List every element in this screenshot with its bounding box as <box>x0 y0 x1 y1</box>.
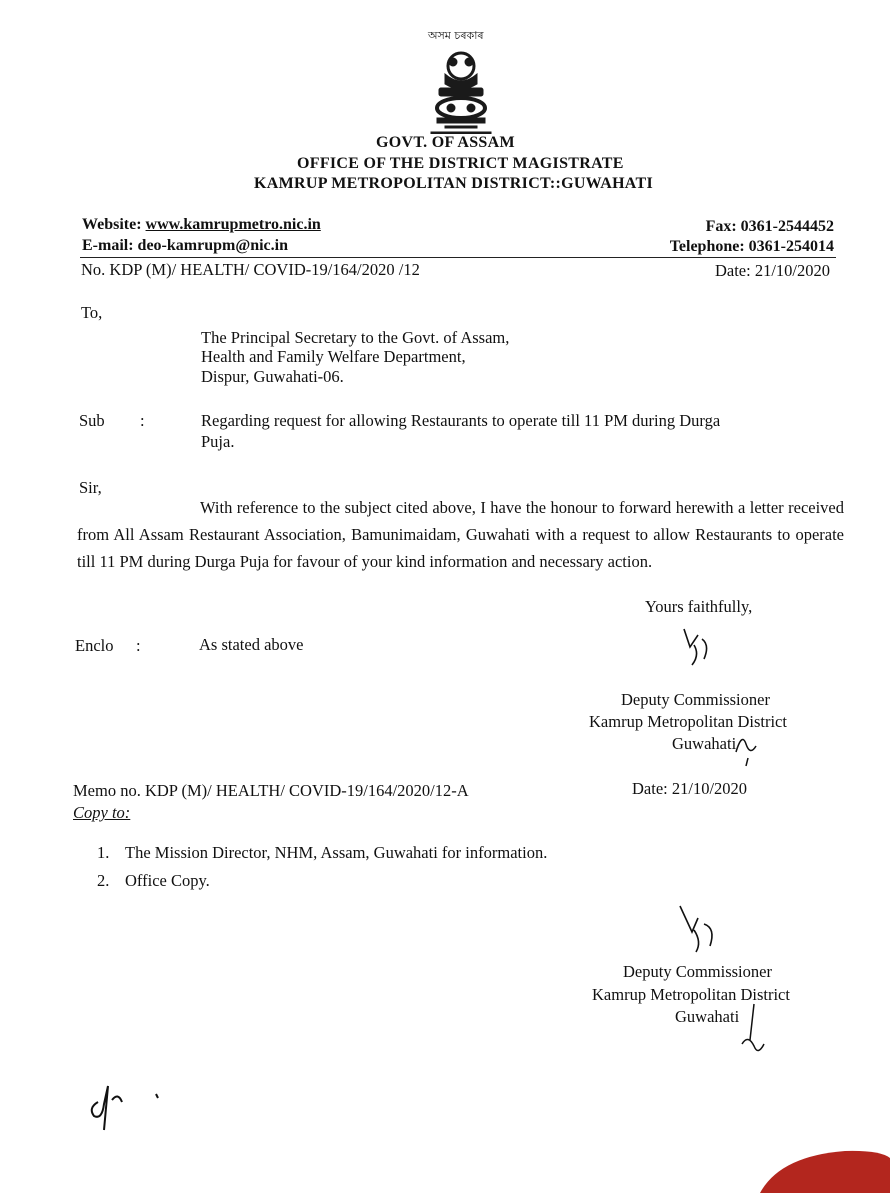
subject-line1: Regarding request for allowing Restaurants to operate till 11 PM during Durga <box>201 411 721 430</box>
telephone-line: Telephone: 0361-254014 <box>669 238 834 255</box>
signature-mark-2b <box>732 1000 772 1060</box>
website-label: Website: <box>82 216 142 233</box>
fax-line: Fax: 0361-2544452 <box>705 218 834 235</box>
signatory1-title: Deputy Commissioner <box>621 690 770 709</box>
header-office: OFFICE OF THE DISTRICT MAGISTRATE <box>297 155 624 172</box>
enclosure-label: Enclo <box>75 636 114 655</box>
memo-date: Date: 21/10/2020 <box>632 779 748 798</box>
signatory2-title: Deputy Commissioner <box>623 962 772 981</box>
header-govt: GOVT. OF ASSAM <box>376 134 515 151</box>
signature-mark-1b <box>726 722 766 767</box>
header-district: KAMRUP METROPOLITAN DISTRICT::GUWAHATI <box>254 175 653 192</box>
email-line: E-mail: deo-kamrupm@nic.in <box>82 237 288 254</box>
body-paragraph <box>77 494 844 575</box>
closing: Yours faithfully, <box>645 597 753 616</box>
subject-colon: : <box>140 411 145 430</box>
reference-number: No. KDP (M)/ HEALTH/ COVID-19/164/2020 /12 <box>81 260 420 279</box>
addressee-line1: The Principal Secretary to the Govt. of Assam, <box>201 328 510 347</box>
signatory2-district: Kamrup Metropolitan District <box>592 985 790 1004</box>
signatory1-district: Kamrup Metropolitan District <box>589 712 787 731</box>
copy-item-2-text: Office Copy. <box>125 871 210 890</box>
red-stamp-icon <box>760 1148 890 1193</box>
enclosure-colon: : <box>136 636 141 655</box>
signature-mark-2 <box>676 902 726 957</box>
subject-label: Sub <box>79 411 105 430</box>
copy-to-label: Copy to: <box>73 803 131 822</box>
subject-line2: Puja. <box>201 432 235 451</box>
salutation: Sir, <box>79 478 102 497</box>
to-label: To, <box>81 303 103 322</box>
reference-date: Date: 21/10/2020 <box>714 261 830 280</box>
handwritten-initial-icon <box>84 1082 174 1132</box>
website-line <box>82 216 321 234</box>
state-emblem-icon <box>425 44 497 136</box>
signature-mark-1 <box>678 625 718 670</box>
copy-item-1-number: 1. <box>97 843 110 862</box>
copy-item-1-text: The Mission Director, NHM, Assam, Guwahati for information. <box>125 843 548 862</box>
addressee-line2: Health and Family Welfare Department, <box>201 347 466 366</box>
website-link[interactable]: www.kamrupmetro.nic.in <box>145 216 321 233</box>
memo-number: Memo no. KDP (M)/ HEALTH/ COVID-19/164/2020/12-A <box>73 781 469 800</box>
signatory1-city: Guwahati <box>672 734 737 753</box>
header-rule <box>80 257 836 258</box>
enclosure-text: As stated above <box>199 635 304 654</box>
signatory2-city: Guwahati <box>675 1007 740 1026</box>
addressee-line3: Dispur, Guwahati-06. <box>201 367 344 386</box>
emblem-caption: অসম চৰকাৰ <box>428 29 484 42</box>
body-text: With reference to the subject cited above, I have the honour to forward herewith a letter received from All Assam Restaurant Association, Bamunimaidam, Guwahati with a request to allow Restaurants to operate till 11 PM during Durga Puja for favour of your kind information and necessary action. <box>77 498 844 571</box>
copy-item-2-number: 2. <box>97 871 110 890</box>
